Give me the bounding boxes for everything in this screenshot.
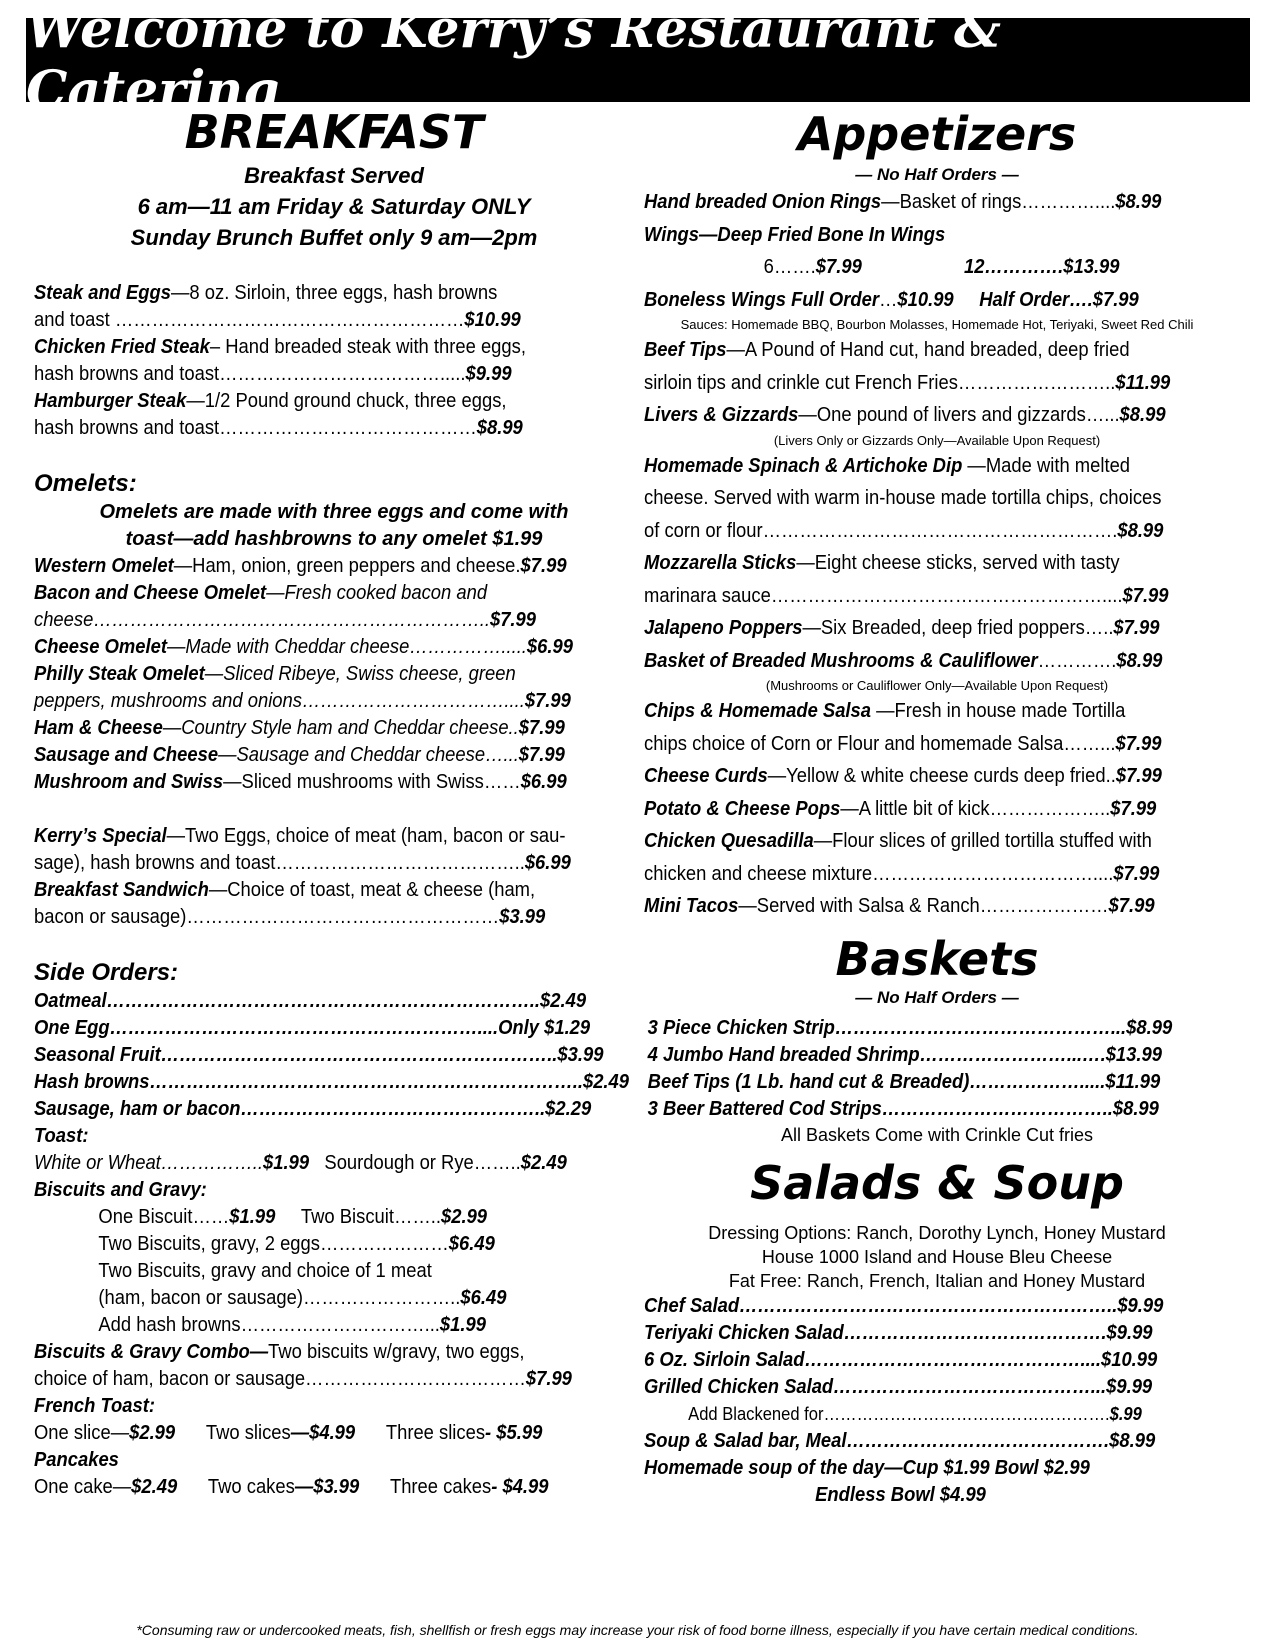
salad-add-blackened: Add Blackened for…………………………………………….$.99 — [688, 1403, 1142, 1424]
menu-item-chips-salsa: Chips & Homemade Salsa —Fresh in house made Tortilla — [644, 700, 1126, 722]
basket-item-chicken-strip: 3 Piece Chicken Strip………………………………………...$8.99 — [647, 1016, 1173, 1039]
menu-item-mushroom-swiss: Mushroom and Swiss—Sliced mushrooms with Swiss……$6.99 — [34, 771, 567, 793]
livers-note: (Livers Only or Gizzards Only—Available Upon Request) — [773, 432, 1101, 448]
menu-item-boneless-wings: Boneless Wings Full Order…$10.99 Half Order….$7.99 — [644, 288, 1139, 311]
biscuit-option-4: Add hash browns…………………………...$1.99 — [98, 1314, 486, 1336]
menu-item-biscuits-combo: Biscuits & Gravy Combo—Two biscuits w/gravy, two eggs, — [34, 1341, 525, 1363]
menu-item-chicken-fried-steak-cont: hash browns and toast……………………………….....$9.99 — [34, 363, 512, 385]
menu-item-potato-cheese-pops: Potato & Cheese Pops—A little bit of kick………………..$7.99 — [644, 797, 1157, 820]
biscuit-option-3: Two Biscuits, gravy and choice of 1 meat — [98, 1260, 432, 1282]
menu-item-hamburger-steak-cont: hash browns and toast……………………………………$8.99 — [34, 417, 523, 439]
menu-item-steak-eggs-cont: and toast …………………………………………………$10.99 — [34, 309, 521, 331]
soup-salad-bar: Soup & Salad bar, Meal…………………………………….$8.99 — [644, 1429, 1156, 1452]
biscuit-option-2: Two Biscuits, gravy, 2 eggs…………………$6.49 — [98, 1233, 495, 1255]
french-toast-options: One slice—$2.99 Two slices—$4.99 Three slices- $5.99 — [34, 1422, 543, 1444]
menu-item-breakfast-sandwich-cont: bacon or sausage)……………………………………………$3.99 — [34, 906, 546, 928]
salad-item-sirloin: 6 Oz. Sirloin Salad………………………………………....$10.99 — [644, 1348, 1158, 1371]
side-item-sausage-ham-bacon: Sausage, ham or bacon…………………………………………..$2.29 — [34, 1098, 592, 1120]
menu-item-ham-cheese: Ham & Cheese—Country Style ham and Cheddar cheese..$7.99 — [34, 717, 565, 739]
health-disclaimer: *Consuming raw or undercooked meats, fish, shellfish or fresh eggs may increase your risk of food borne illness, especially if you have certain medical conditions. — [136, 1622, 1139, 1638]
menu-item-kerrys-special-cont: sage), hash browns and toast…………………………………..$6.99 — [34, 852, 571, 874]
omelets-intro-2: toast—add hashbrowns to any omelet $1.99 — [125, 528, 543, 550]
menu-item-philly-steak-omelet-cont: peppers, mushrooms and onions……………………………....$7.99 — [34, 690, 571, 712]
appetizers-heading: Appetizers — [797, 107, 1077, 161]
side-orders-heading: Side Orders: — [34, 959, 179, 986]
restaurant-banner — [26, 0, 1250, 121]
menu-item-bacon-cheese-omelet: Bacon and Cheese Omelet—Fresh cooked bacon and — [34, 582, 488, 604]
toast-heading: Toast: — [34, 1125, 89, 1147]
menu-item-western-omelet: Western Omelet—Ham, onion, green peppers and cheese.$7.99 — [34, 555, 567, 577]
salad-item-teriyaki-chicken: Teriyaki Chicken Salad…………………………………….$9.99 — [644, 1321, 1153, 1344]
breakfast-hours-1: Breakfast Served — [244, 163, 424, 188]
menu-item-cheese-omelet: Cheese Omelet—Made with Cheddar cheese…………….....$6.99 — [34, 636, 573, 658]
right-column — [644, 104, 1230, 1509]
menu-item-steak-eggs: Steak and Eggs—8 oz. Sirloin, three eggs, hash browns — [34, 282, 498, 304]
homemade-soup: Homemade soup of the day—Cup $1.99 Bowl $2.99 — [644, 1456, 1090, 1479]
side-item-hash-browns: Hash browns……………………………………………………………..$2.49 — [34, 1071, 630, 1093]
biscuit-option-1: One Biscuit……$1.99 Two Biscuit……..$2.99 — [98, 1206, 488, 1228]
menu-item-bacon-cheese-omelet-cont: cheese………………………………………………………..$7.99 — [34, 609, 537, 631]
side-item-oatmeal: Oatmeal……………………………………………………………..$2.49 — [34, 990, 587, 1012]
basket-item-beef-tips: Beef Tips (1 Lb. hand cut & Breaded)……………….....$11.99 — [647, 1070, 1161, 1093]
baskets-no-half-note: — No Half Orders — — [855, 987, 1019, 1007]
menu-item-chips-salsa-cont: chips choice of Corn or Flour and homemade Salsa……...$7.99 — [644, 732, 1162, 755]
breakfast-hours-2: 6 am—11 am Friday & Saturday ONLY — [137, 194, 531, 219]
wings-options: 6…….$7.99 12………….$13.99 — [763, 256, 1120, 278]
menu-item-mini-tacos: Mini Tacos—Served with Salsa & Ranch…………………$7.99 — [644, 895, 1155, 917]
menu-item-chicken-quesadilla-cont: chicken and cheese mixture………………………………....$7.99 — [644, 862, 1160, 885]
menu-item-biscuits-combo-cont: choice of ham, bacon or sausage………………………………$7.99 — [34, 1368, 572, 1390]
pancake-options: One cake—$2.49 Two cakes—$3.99 Three cakes- $4.99 — [34, 1476, 549, 1498]
biscuits-heading: Biscuits and Gravy: — [34, 1179, 207, 1201]
menu-item-kerrys-special: Kerry’s Special—Two Eggs, choice of meat (ham, bacon or sau- — [34, 825, 566, 847]
appetizers-no-half-note: — No Half Orders — — [855, 165, 1019, 184]
salad-item-grilled-chicken: Grilled Chicken Salad……………………………………...$9.99 — [644, 1375, 1153, 1398]
toast-options: White or Wheat……………..$1.99 Sourdough or Rye……..$2.49 — [34, 1152, 567, 1174]
dressing-options-3: Fat Free: Ranch, French, Italian and Honey Mustard — [728, 1270, 1146, 1291]
menu-item-wings: Wings—Deep Fried Bone In Wings — [644, 223, 946, 246]
breakfast-heading: BREAKFAST — [184, 105, 484, 159]
menu-item-spinach-dip-cont: cheese. Served with warm in-house made tortilla chips, choices — [644, 487, 1162, 509]
biscuit-option-3-cont: (ham, bacon or sausage)……………………..$6.49 — [98, 1287, 507, 1309]
side-item-one-egg: One Egg……………………………………………………....Only $1.29 — [34, 1017, 591, 1039]
breakfast-hours-3: Sunday Brunch Buffet only 9 am—2pm — [130, 225, 538, 250]
menu-item-sausage-cheese: Sausage and Cheese—Sausage and Cheddar cheese…...$7.99 — [34, 744, 565, 766]
menu-item-jalapeno-poppers: Jalapeno Poppers—Six Breaded, deep fried poppers…..$7.99 — [644, 617, 1160, 639]
baskets-footnote: All Baskets Come with Crinkle Cut fries — [780, 1124, 1094, 1145]
basket-item-shrimp: 4 Jumbo Hand breaded Shrimp……………………...….$13.99 — [647, 1043, 1162, 1066]
menu-item-onion-rings: Hand breaded Onion Rings—Basket of rings…………....$8.99 — [644, 191, 1162, 213]
menu-item-philly-steak-omelet: Philly Steak Omelet—Sliced Ribeye, Swiss cheese, green — [34, 663, 516, 685]
menu-item-chicken-fried-steak: Chicken Fried Steak– Hand breaded steak with three eggs, — [34, 336, 526, 358]
mushrooms-note: (Mushrooms or Cauliflower Only—Available Upon Request) — [765, 678, 1109, 693]
salad-item-chef: Chef Salad……………………………………………………..$9.99 — [644, 1294, 1164, 1317]
menu-item-beef-tips: Beef Tips—A Pound of Hand cut, hand breaded, deep fried — [644, 339, 1130, 361]
dressing-options-2: House 1000 Island and House Bleu Cheese — [761, 1246, 1113, 1267]
banner-title: Welcome to Kerry’s Restaurant & Catering — [26, 0, 1001, 121]
omelets-intro-1: Omelets are made with three eggs and come with — [99, 501, 569, 523]
basket-item-cod-strips: 3 Beer Battered Cod Strips………………………………..$8.99 — [647, 1097, 1159, 1120]
omelets-heading: Omelets: — [34, 470, 137, 497]
baskets-heading: Baskets — [835, 931, 1039, 986]
menu-item-livers-gizzards: Livers & Gizzards—One pound of livers and gizzards…...$8.99 — [644, 404, 1166, 426]
menu-item-spinach-dip: Homemade Spinach & Artichoke Dip —Made with melted — [644, 454, 1131, 477]
menu-item-chicken-quesadilla: Chicken Quesadilla—Flour slices of grilled tortilla stuffed with — [644, 830, 1152, 852]
menu-item-mozzarella-sticks: Mozzarella Sticks—Eight cheese sticks, served with tasty — [644, 552, 1120, 574]
menu-item-mozzarella-sticks-cont: marinara sauce………………………………………………....$7.99 — [644, 584, 1169, 607]
side-item-seasonal-fruit: Seasonal Fruit………………………………………………………..$3.99 — [34, 1044, 604, 1066]
menu-item-beef-tips-cont: sirloin tips and crinkle cut French Fries……………………..$11.99 — [644, 371, 1171, 394]
french-toast-heading: French Toast: — [34, 1395, 155, 1417]
salads-soup-heading: Salads & Soup — [750, 1155, 1124, 1210]
left-column — [34, 104, 634, 1501]
menu-item-breakfast-sandwich: Breakfast Sandwich—Choice of toast, meat & cheese (ham, — [34, 879, 536, 901]
dressing-options-1: Dressing Options: Ranch, Dorothy Lynch, Honey Mustard — [708, 1222, 1166, 1243]
menu-item-mushrooms-cauliflower: Basket of Breaded Mushrooms & Cauliflower………….$8.99 — [644, 649, 1163, 672]
endless-bowl: Endless Bowl $4.99 — [815, 1483, 986, 1506]
pancakes-heading: Pancakes — [34, 1449, 119, 1471]
menu-item-spinach-dip-cont-2: of corn or flour………………………………………………….$8.99 — [644, 519, 1164, 542]
menu-item-cheese-curds: Cheese Curds—Yellow & white cheese curds deep fried..$7.99 — [644, 765, 1162, 787]
wing-sauces-note: Sauces: Homemade BBQ, Bourbon Molasses, Homemade Hot, Teriyaki, Sweet Red Chili — [680, 317, 1194, 332]
menu-item-hamburger-steak: Hamburger Steak—1/2 Pound ground chuck, three eggs, — [34, 390, 507, 412]
